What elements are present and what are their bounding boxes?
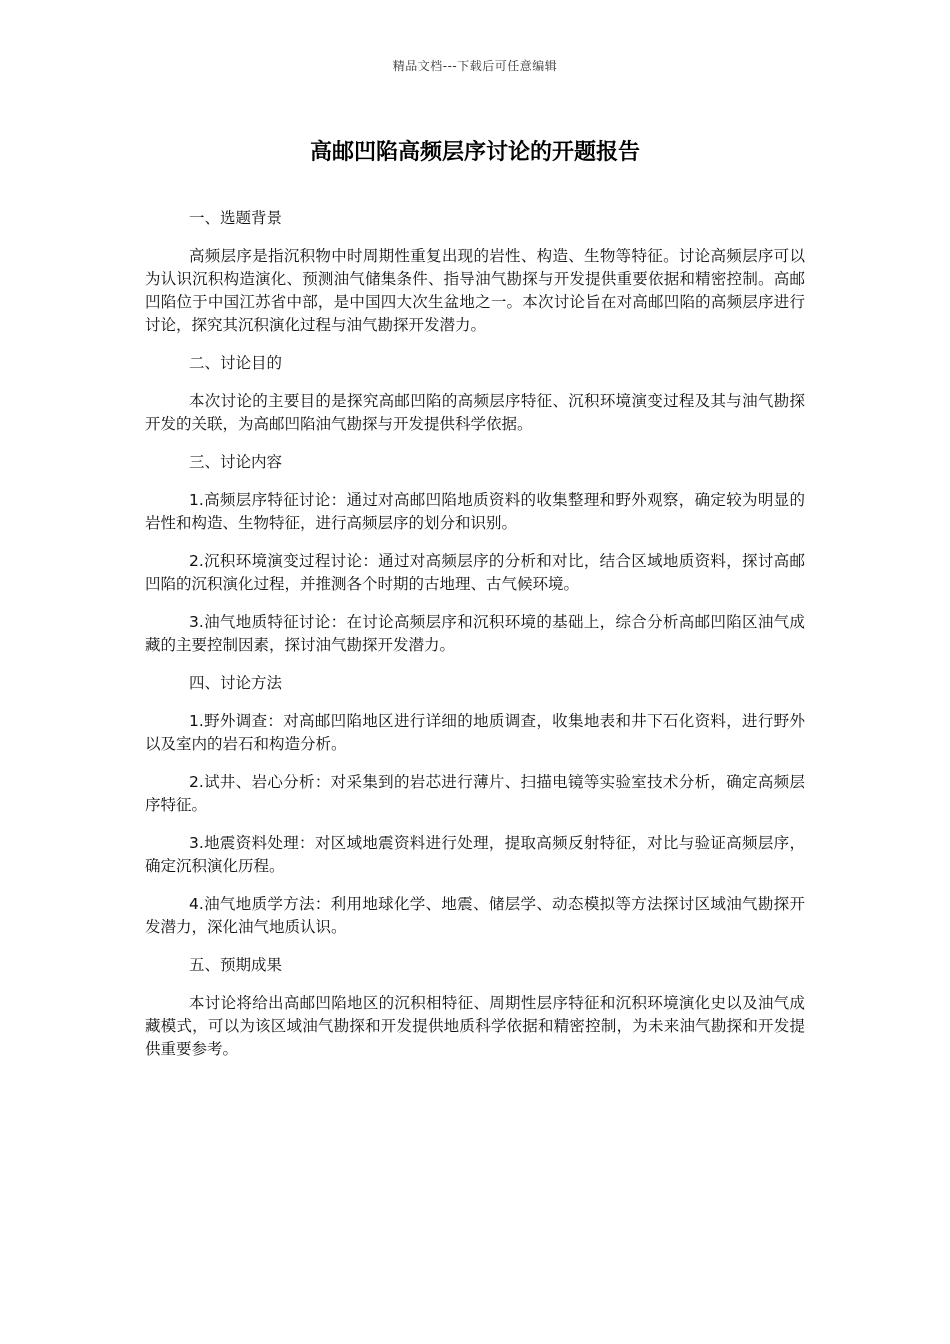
paragraph: 3.油气地质特征讨论：在讨论高频层序和沉积环境的基础上，综合分析高邮凹陷区油气成藏的主要控制因素，探讨油气勘探开发潜力。	[145, 613, 805, 654]
section-heading-expected-results: 五、预期成果	[189, 956, 283, 974]
paragraph: 4.油气地质学方法：利用地球化学、地震、储层学、动态模拟等方法探讨区域油气勘探开发潜力，深化油气地质认识。	[145, 895, 805, 936]
document-body	[145, 207, 805, 1076]
paragraph: 高频层序是指沉积物中时周期性重复出现的岩性、构造、生物等特征。讨论高频层序可以为认识沉积构造演化、预测油气储集条件、指导油气勘探与开发提供重要依据和精密控制。高邮凹陷位于中国江苏省中部，是中国四大次生盆地之一。本次讨论旨在对高邮凹陷的高频层序进行讨论，探究其沉积演化过程与油气勘探开发潜力。	[145, 247, 805, 334]
paragraph: 1.高频层序特征讨论：通过对高邮凹陷地质资料的收集整理和野外观察，确定较为明显的岩性和构造、生物特征，进行高频层序的划分和识别。	[145, 491, 805, 532]
paragraph: 本次讨论的主要目的是探究高邮凹陷的高频层序特征、沉积环境演变过程及其与油气勘探开发的关联，为高邮凹陷油气勘探与开发提供科学依据。	[145, 392, 805, 433]
paragraph: 2.试井、岩心分析：对采集到的岩芯进行薄片、扫描电镜等实验室技术分析，确定高频层序特征。	[145, 773, 805, 814]
paragraph: 2.沉积环境演变过程讨论：通过对高频层序的分析和对比，结合区域地质资料，探讨高邮凹陷的沉积演化过程，并推测各个时期的古地理、古气候环境。	[145, 552, 805, 593]
section-heading-methods: 四、讨论方法	[189, 674, 283, 692]
section-heading-content: 三、讨论内容	[189, 453, 283, 471]
page-header: 精品文档---下载后可任意编辑	[392, 59, 558, 73]
section-heading-purpose: 二、讨论目的	[189, 354, 283, 372]
paragraph: 3.地震资料处理：对区域地震资料进行处理，提取高频反射特征，对比与验证高频层序，确定沉积演化历程。	[145, 834, 805, 875]
paragraph: 1.野外调查：对高邮凹陷地区进行详细的地质调查，收集地表和井下石化资料，进行野外以及室内的岩石和构造分析。	[145, 712, 805, 753]
section-heading-background: 一、选题背景	[189, 209, 283, 227]
document-title: 高邮凹陷高频层序讨论的开题报告	[309, 140, 640, 165]
paragraph: 本讨论将给出高邮凹陷地区的沉积相特征、周期性层序特征和沉积环境演化史以及油气成藏模式，可以为该区域油气勘探和开发提供地质科学依据和精密控制，为未来油气勘探和开发提供重要参考。	[145, 994, 805, 1058]
